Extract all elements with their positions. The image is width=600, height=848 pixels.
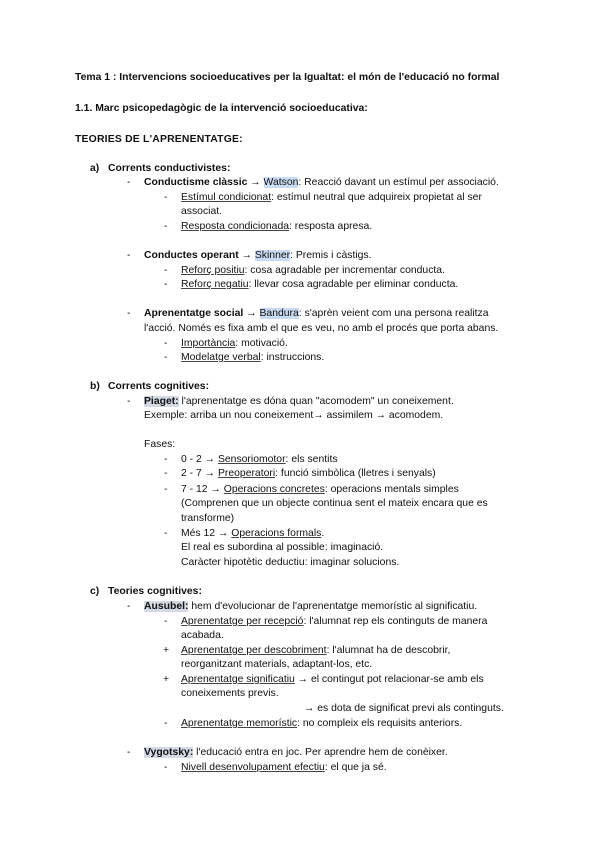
item-piaget bbox=[144, 395, 454, 408]
bullet: - bbox=[164, 279, 168, 290]
sub-item bbox=[181, 644, 450, 657]
continuation: transforme) bbox=[181, 513, 235, 524]
sub-item bbox=[181, 761, 387, 774]
definition: : motivació. bbox=[235, 338, 288, 349]
term: Aprenentatge per descobriment bbox=[181, 645, 327, 656]
term: Operacions formals bbox=[231, 528, 322, 539]
definition: : estímul neutral que adquireix propietat al ser bbox=[271, 192, 482, 203]
bullet: - bbox=[127, 250, 131, 261]
item-aprenentatge-social bbox=[144, 307, 489, 320]
bullet: - bbox=[127, 308, 131, 319]
author-highlight: Watson bbox=[263, 177, 299, 188]
bullet: - bbox=[164, 484, 168, 495]
definition: : instruccions. bbox=[260, 352, 325, 363]
bullet: - bbox=[164, 528, 168, 539]
definition: : resposta apresa. bbox=[289, 221, 373, 232]
term: Resposta condicionada bbox=[181, 221, 290, 232]
definition: . bbox=[321, 528, 325, 539]
fase-item bbox=[181, 527, 324, 540]
bullet: - bbox=[164, 454, 168, 465]
age-range: 0 - 2 → bbox=[181, 454, 218, 465]
heading-cognitives: Corrents cognitives: bbox=[108, 381, 210, 392]
continuation: coneixements previs. bbox=[181, 688, 279, 699]
heading-conductivistes: Corrents conductivistes: bbox=[108, 163, 231, 174]
bullet: - bbox=[164, 265, 168, 276]
sub-item bbox=[181, 337, 288, 350]
section-heading: TEORIES DE L'APRENENTATGE: bbox=[75, 134, 243, 145]
bullet: - bbox=[164, 468, 168, 479]
sub-item bbox=[181, 717, 462, 730]
term: Preoperatori bbox=[217, 468, 276, 479]
sub-item bbox=[181, 673, 484, 686]
item-ausubel bbox=[144, 600, 477, 613]
sub-item bbox=[181, 220, 372, 233]
bullet: - bbox=[127, 747, 131, 758]
definition: : Reacció davant un estímul per associació. bbox=[298, 177, 499, 188]
definition: l'educació entra en joc. Per aprendre hem de conèixer. bbox=[193, 747, 448, 758]
bullet: - bbox=[164, 762, 168, 773]
fase-item bbox=[181, 453, 338, 466]
term: Operacions concretes bbox=[223, 484, 325, 495]
arrow: → bbox=[238, 250, 255, 261]
continuation: Caràcter hipotètic deductiu: imaginar solucions. bbox=[181, 557, 400, 568]
definition: : funció simbòlica (lletres i senyals) bbox=[275, 468, 436, 479]
heading-teories-cognitives: Teories cognitives: bbox=[108, 586, 202, 597]
sub-item bbox=[181, 351, 324, 364]
definition: : s'aprèn veient com una persona realitza bbox=[298, 308, 489, 319]
sub-item bbox=[181, 615, 487, 628]
bullet: - bbox=[127, 601, 131, 612]
arrow: → bbox=[247, 177, 264, 188]
definition: → el contingut pot relacionar-se amb els bbox=[294, 674, 484, 685]
definition: : els sentits bbox=[285, 454, 338, 465]
document-title: Tema 1 : Intervencions socioeducatives per la Igualtat: el món de l'educació no formal bbox=[75, 72, 500, 83]
definition: : el que ja sé. bbox=[324, 762, 387, 773]
continuation: acabada. bbox=[181, 630, 224, 641]
sub-item bbox=[181, 264, 445, 277]
term: Conductes operant bbox=[144, 250, 239, 261]
definition: : l'alumnat ha de descobrir, bbox=[326, 645, 451, 656]
term: Aprenentatge per recepció bbox=[181, 616, 304, 627]
definition: l'aprenentatge es dóna quan "acomodem" un coneixement. bbox=[178, 396, 454, 407]
term: Modelatge verbal bbox=[181, 352, 261, 363]
term: Reforç positiu bbox=[181, 265, 245, 276]
continuation: → es dota de significat previ als continguts. bbox=[304, 703, 504, 714]
sub-item bbox=[181, 278, 458, 291]
term: Aprenentatge significatiu bbox=[181, 674, 295, 685]
author-highlight: Skinner bbox=[254, 250, 291, 261]
definition: : cosa agradable per incrementar conducta. bbox=[244, 265, 445, 276]
author-highlight: Ausubel: bbox=[144, 601, 189, 612]
bullet: - bbox=[164, 718, 168, 729]
term: Estímul condicionat bbox=[181, 192, 272, 203]
term: Aprenentatge memorístic bbox=[181, 718, 298, 729]
definition: hem d'evolucionar de l'aprenentatge memorístic al significatiu. bbox=[188, 601, 478, 612]
plus-bullet: + bbox=[163, 645, 170, 656]
author-highlight: Bandura bbox=[259, 308, 299, 319]
continuation: reorganitzant materials, adaptant-los, etc. bbox=[181, 659, 373, 670]
age-range: 2 - 7 → bbox=[181, 468, 218, 479]
definition: : Premis i càstigs. bbox=[290, 250, 372, 261]
item-conductisme-classic bbox=[144, 176, 499, 189]
plus-bullet: + bbox=[163, 674, 170, 685]
item-conductes-operant bbox=[144, 249, 372, 262]
bullet: - bbox=[164, 221, 168, 232]
fases-label: Fases: bbox=[144, 439, 176, 450]
term: Aprenentatge social bbox=[144, 308, 244, 319]
continuation: El real es subordina al possible: imaginació. bbox=[181, 542, 384, 553]
list-marker-a: a) bbox=[90, 163, 100, 174]
example-line: Exemple: arriba un nou coneixement→ assimilem → acomodem. bbox=[144, 410, 444, 421]
definition: : llevar cosa agradable per eliminar conducta. bbox=[248, 279, 459, 290]
term: Sensoriomotor bbox=[217, 454, 286, 465]
bullet: - bbox=[164, 616, 168, 627]
definition: : l'alumnat rep els continguts de manera bbox=[303, 616, 488, 627]
term: Conductisme clàssic bbox=[144, 177, 248, 188]
bullet: - bbox=[164, 338, 168, 349]
age-range: 7 - 12 → bbox=[181, 484, 224, 495]
bullet: - bbox=[164, 352, 168, 363]
list-marker-b: b) bbox=[90, 381, 100, 392]
arrow: → bbox=[243, 308, 260, 319]
definition: : operacions mentals simples bbox=[324, 484, 459, 495]
term: Importància bbox=[181, 338, 236, 349]
continuation: (Comprenen que un objecte continua sent el mateix encara que es bbox=[181, 498, 488, 509]
author-highlight: Vygotsky: bbox=[144, 747, 194, 758]
term: Reforç negatiu bbox=[181, 279, 249, 290]
subsection-title: 1.1. Marc psicopedagògic de la intervenció socioeducativa: bbox=[75, 103, 368, 114]
author-highlight: Piaget: bbox=[144, 396, 179, 407]
bullet: - bbox=[127, 396, 131, 407]
continuation: l'acció. Només es fixa amb el que es veu, no amb el procés que porta abans. bbox=[144, 323, 499, 334]
fase-item bbox=[181, 483, 459, 496]
age-range: Més 12 → bbox=[181, 528, 232, 539]
bullet: - bbox=[164, 192, 168, 203]
list-marker-c: c) bbox=[90, 586, 100, 597]
item-vygotsky bbox=[144, 746, 448, 759]
fase-item bbox=[181, 467, 436, 480]
term: Nivell desenvolupament efectiu bbox=[181, 762, 325, 773]
bullet: - bbox=[127, 177, 131, 188]
continuation: associat. bbox=[181, 206, 223, 217]
sub-item bbox=[181, 191, 482, 204]
definition: : no compleix els requisits anteriors. bbox=[297, 718, 463, 729]
